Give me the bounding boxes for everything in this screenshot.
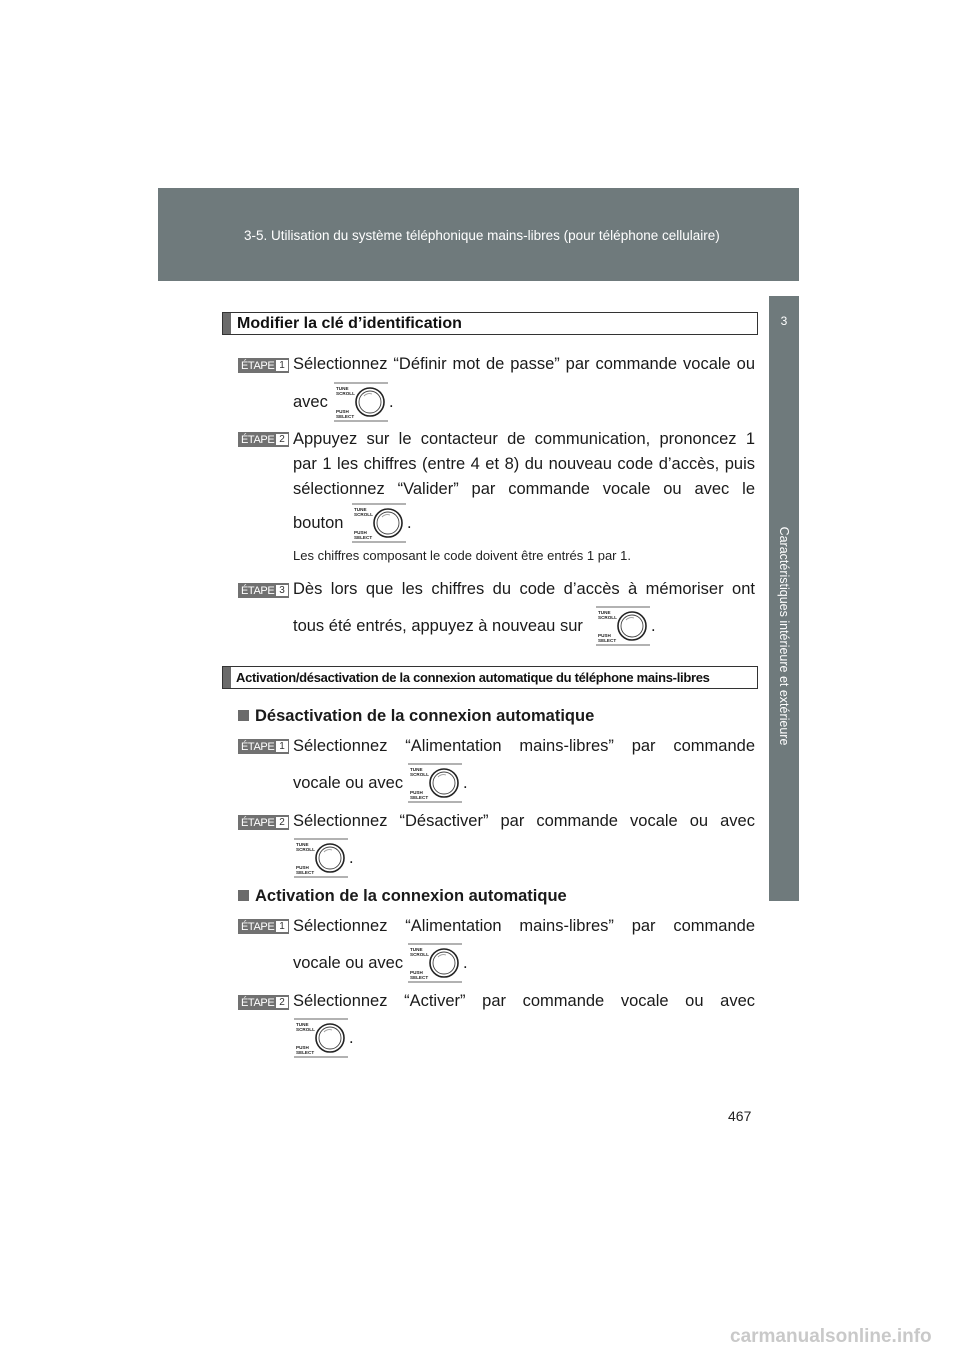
svg-text:SCROLL: SCROLL: [354, 512, 373, 517]
svg-text:PUSH: PUSH: [598, 633, 611, 638]
chapter-side-tab: [769, 296, 799, 901]
step-text: par 1 les chiffres (entre 4 et 8) du nouveau code d’accès, puis: [293, 455, 755, 473]
step-badge: [238, 358, 289, 373]
chapter-label: Caractéristiques intérieure et extérieure: [777, 526, 791, 746]
svg-text:SELECT: SELECT: [354, 535, 373, 540]
chapter-header: [158, 188, 799, 281]
square-bullet-icon: [238, 890, 249, 901]
svg-text:PUSH: PUSH: [336, 409, 349, 414]
svg-text:PUSH: PUSH: [296, 1045, 309, 1050]
svg-text:SELECT: SELECT: [336, 414, 355, 419]
section-title-bar: [223, 667, 231, 688]
svg-text:SCROLL: SCROLL: [410, 772, 429, 777]
step-text: tous été entrés, appuyez à nouveau sur: [293, 617, 583, 635]
step-badge: [238, 739, 289, 754]
step-text: .: [463, 954, 468, 972]
step-text: sélectionnez “Valider” par commande vocale ou avec le: [293, 480, 755, 498]
step-word: ÉTAPE: [241, 816, 275, 829]
svg-text:SELECT: SELECT: [296, 870, 315, 875]
step-number: 2: [276, 434, 288, 445]
step-text: bouton: [293, 514, 344, 532]
tune-scroll-dial-icon: [293, 1018, 349, 1058]
svg-text:TUNE: TUNE: [296, 842, 309, 847]
step-text: Dès lors que les chiffres du code d’accès à mémoriser ont: [293, 580, 755, 598]
step-word: ÉTAPE: [241, 996, 275, 1009]
step-text: .: [349, 1029, 354, 1047]
svg-text:TUNE: TUNE: [296, 1022, 309, 1027]
square-bullet-icon: [238, 710, 249, 721]
section-title-auto-connection: [222, 666, 758, 689]
step-text: .: [651, 617, 656, 635]
section-title-bar: [223, 313, 231, 334]
svg-text:PUSH: PUSH: [296, 865, 309, 870]
step-badge: [238, 583, 289, 598]
svg-text:TUNE: TUNE: [336, 386, 349, 391]
svg-text:SCROLL: SCROLL: [410, 952, 429, 957]
page-number: 467: [728, 1108, 752, 1124]
svg-text:SELECT: SELECT: [296, 1050, 315, 1055]
step-number: 2: [276, 997, 288, 1008]
sub-heading: Activation de la connexion automatique: [238, 887, 567, 906]
tune-scroll-dial-icon: [407, 943, 463, 983]
step-text: Appuyez sur le contacteur de communication, prononcez 1: [293, 430, 755, 448]
svg-text:SCROLL: SCROLL: [336, 391, 355, 396]
step-word: ÉTAPE: [241, 584, 275, 597]
watermark: carmanualsonline.info: [730, 1326, 932, 1347]
step-text: Sélectionnez “Désactiver” par commande vocale ou avec: [293, 812, 755, 830]
step-text: .: [463, 774, 468, 792]
tune-scroll-dial-icon: [595, 606, 651, 646]
svg-text:SELECT: SELECT: [410, 795, 429, 800]
svg-text:SCROLL: SCROLL: [598, 615, 617, 620]
step-text: Sélectionnez “Activer” par commande vocale ou avec: [293, 992, 755, 1010]
svg-text:SCROLL: SCROLL: [296, 1027, 315, 1032]
step-text: Sélectionnez “Alimentation mains-libres” par commande: [293, 737, 755, 755]
step-word: ÉTAPE: [241, 359, 275, 372]
svg-text:TUNE: TUNE: [598, 610, 611, 615]
step-text: .: [389, 393, 394, 411]
chapter-number: 3: [780, 314, 788, 328]
step-text: .: [349, 849, 354, 867]
step-number: 1: [276, 360, 288, 371]
section-title-identification-key: [222, 312, 758, 335]
step-text: .: [407, 514, 412, 532]
step-badge: [238, 995, 289, 1010]
step-note: Les chiffres composant le code doivent être entrés 1 par 1.: [293, 548, 631, 563]
step-text: avec: [293, 393, 328, 411]
step-word: ÉTAPE: [241, 920, 275, 933]
step-number: 1: [276, 921, 288, 932]
svg-text:PUSH: PUSH: [410, 970, 423, 975]
step-badge: [238, 815, 289, 830]
svg-text:PUSH: PUSH: [354, 530, 367, 535]
step-number: 2: [276, 817, 288, 828]
svg-text:SELECT: SELECT: [410, 975, 429, 980]
step-word: ÉTAPE: [241, 740, 275, 753]
step-word: ÉTAPE: [241, 433, 275, 446]
svg-text:SELECT: SELECT: [598, 638, 617, 643]
svg-text:TUNE: TUNE: [410, 767, 423, 772]
step-badge: [238, 919, 289, 934]
section-title-text: Activation/désactivation de la connexion automatique du téléphone mains-libres: [236, 670, 710, 685]
step-text: Sélectionnez “Alimentation mains-libres” par commande: [293, 917, 755, 935]
svg-text:TUNE: TUNE: [410, 947, 423, 952]
step-badge: [238, 432, 289, 447]
step-text: vocale ou avec: [293, 954, 404, 972]
tune-scroll-dial-icon: [293, 838, 349, 878]
step-number: 3: [276, 585, 288, 596]
chapter-section-title: 3-5. Utilisation du système téléphonique mains-libres (pour téléphone cellulaire): [244, 228, 720, 243]
step-number: 1: [276, 741, 288, 752]
step-text: Sélectionnez “Définir mot de passe” par commande vocale ou: [293, 355, 755, 373]
step-text: vocale ou avec: [293, 774, 404, 792]
tune-scroll-dial-icon: [351, 503, 407, 543]
sub-heading: Désactivation de la connexion automatique: [238, 707, 594, 726]
svg-text:TUNE: TUNE: [354, 507, 367, 512]
section-title-text: Modifier la clé d’identification: [237, 314, 462, 332]
tune-scroll-dial-icon: [407, 763, 463, 803]
tune-scroll-dial-icon: [333, 382, 389, 422]
svg-text:PUSH: PUSH: [410, 790, 423, 795]
svg-text:SCROLL: SCROLL: [296, 847, 315, 852]
